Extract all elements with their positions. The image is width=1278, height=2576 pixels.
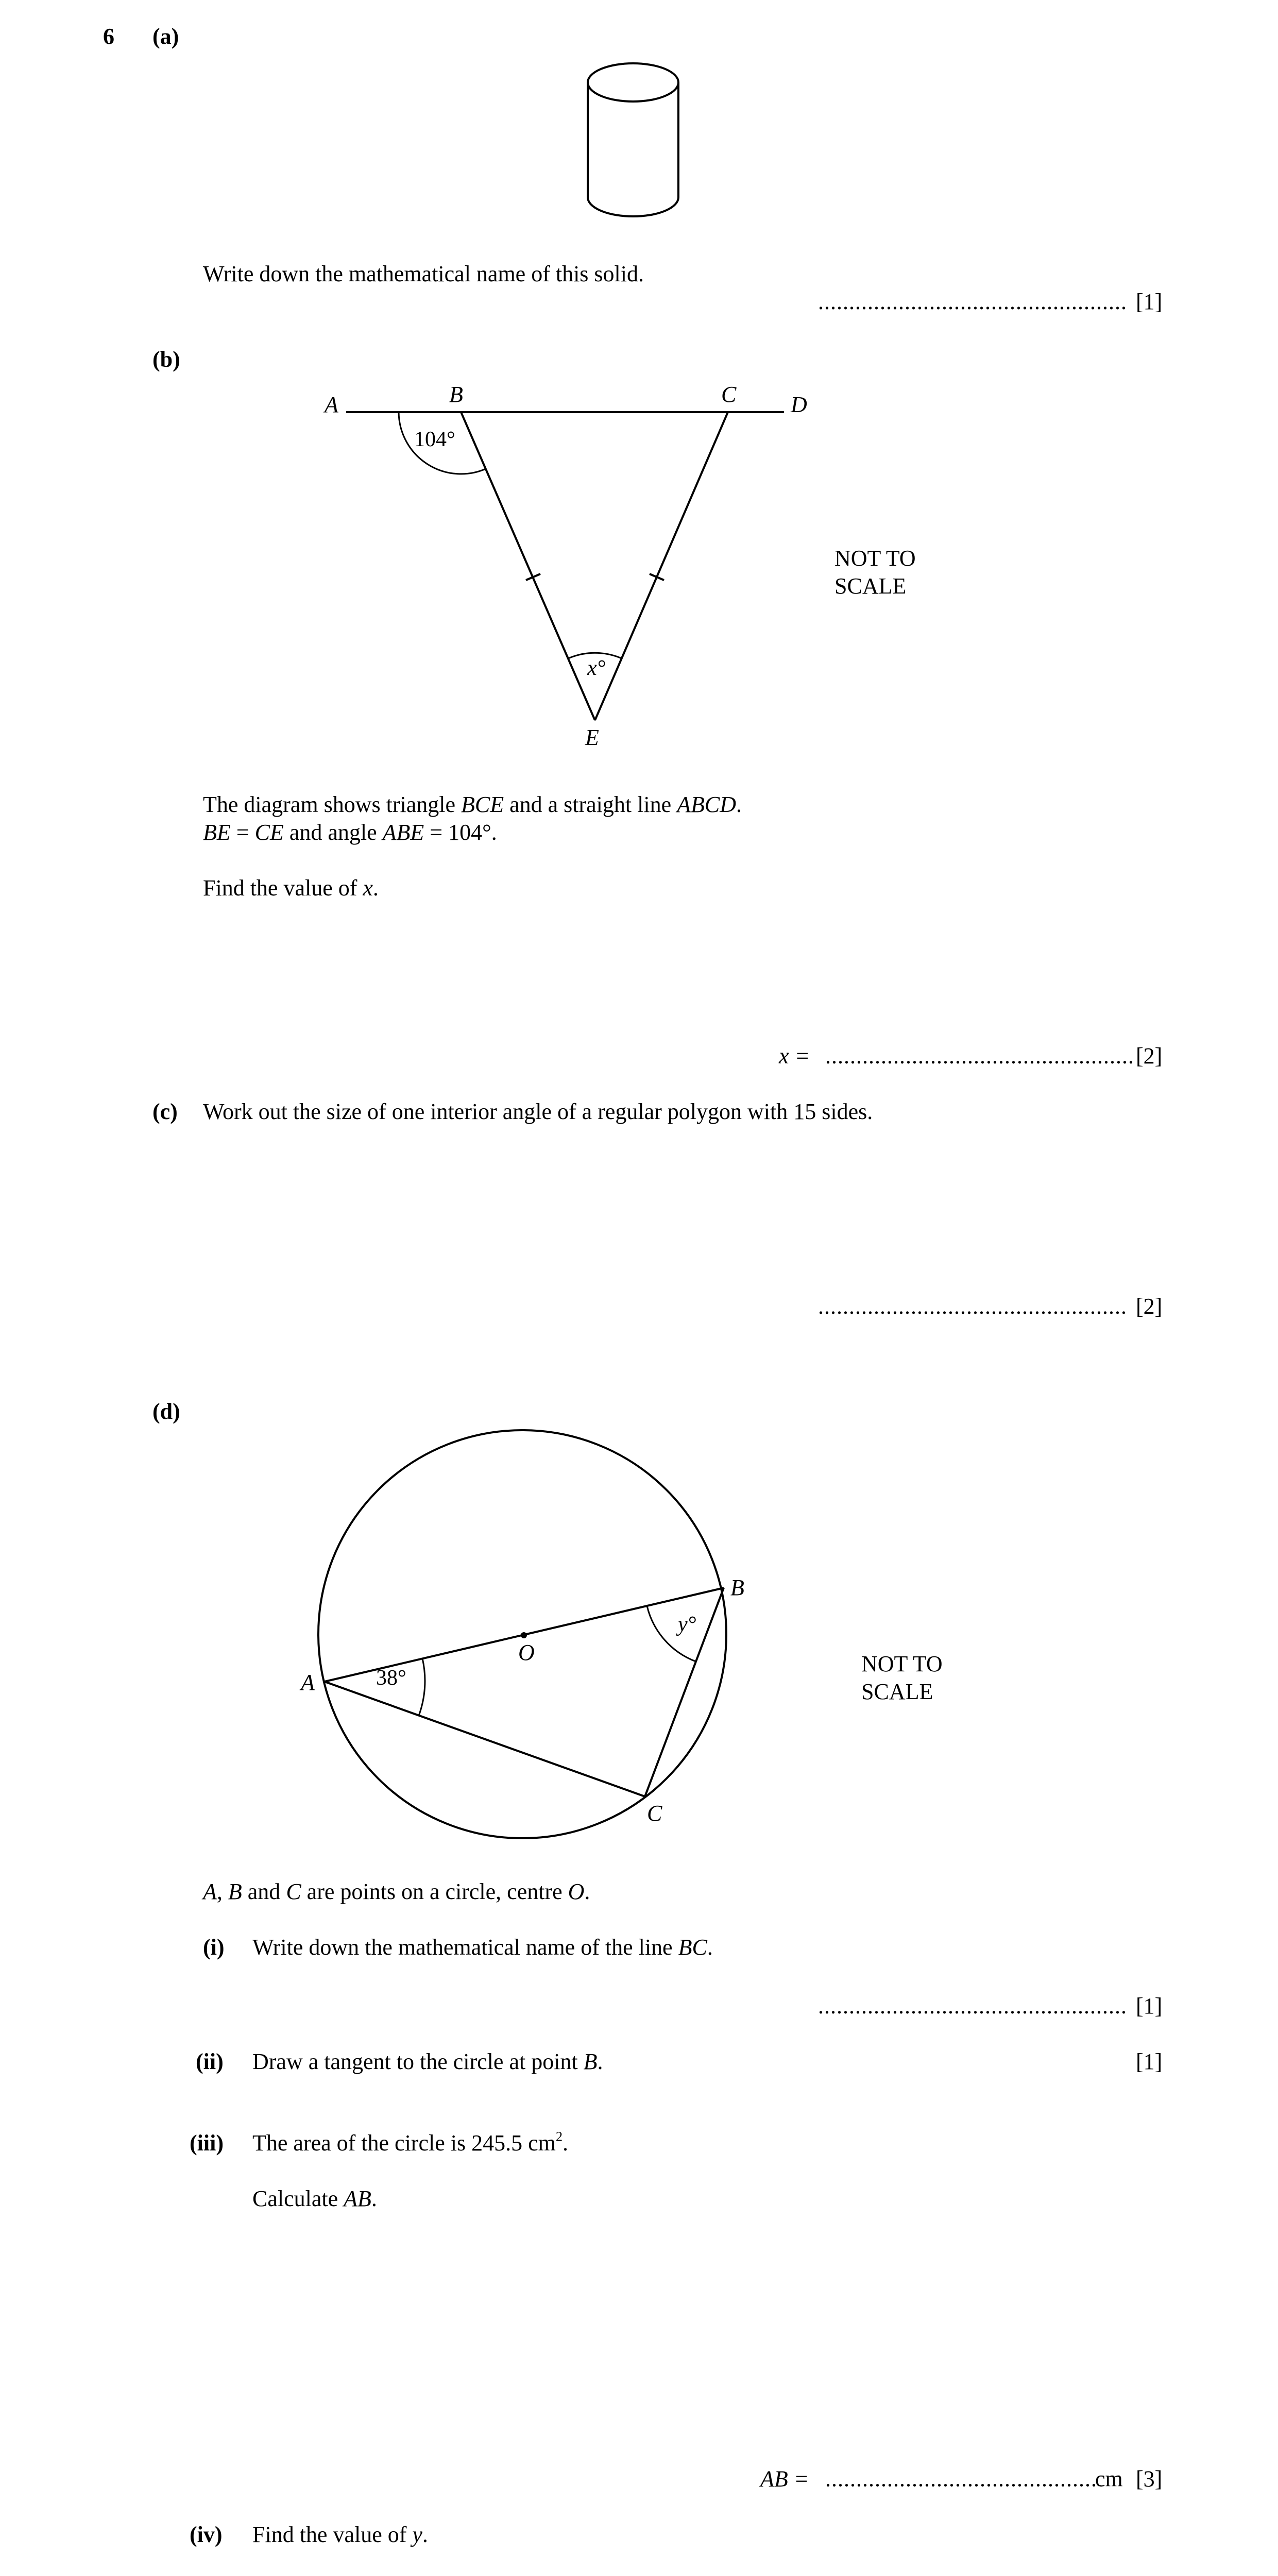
part-c-marks: [2] bbox=[1136, 1294, 1163, 1319]
point-c-label-d: C bbox=[647, 1801, 662, 1826]
part-d-iii-label: (iii) bbox=[190, 2130, 224, 2156]
part-d-iii-answer-line[interactable]: ............................................ bbox=[825, 2466, 1097, 2492]
point-a-label: A bbox=[325, 392, 338, 417]
part-b-not-to-scale-2: SCALE bbox=[834, 573, 907, 599]
part-d-not-to-scale-1: NOT TO bbox=[861, 1651, 943, 1676]
part-b-marks: [2] bbox=[1136, 1043, 1163, 1069]
angle-y-label: y° bbox=[678, 1613, 696, 1636]
part-b-not-to-scale-1: NOT TO bbox=[834, 546, 916, 571]
point-c-label: C bbox=[721, 382, 737, 407]
part-d-intro: A, B and C are points on a circle, centre O. bbox=[203, 1879, 590, 1904]
part-d-iv-prompt: Find the value of y. bbox=[252, 2522, 428, 2547]
question-number: 6 bbox=[103, 24, 114, 49]
point-d-label: D bbox=[791, 392, 807, 417]
part-d-i-prompt: Write down the mathematical name of the line BC. bbox=[252, 1935, 713, 1960]
point-b-label-d: B bbox=[730, 1575, 744, 1600]
centre-point bbox=[521, 1632, 527, 1638]
part-d-label: (d) bbox=[152, 1399, 180, 1424]
part-d-iii-prompt: The area of the circle is 245.5 $cm^2$. bbox=[252, 2128, 569, 2156]
part-d-iii-marks: [3] bbox=[1136, 2466, 1163, 2492]
part-a-answer-line[interactable]: .................................................. bbox=[818, 289, 1127, 314]
angle-x-label: x° bbox=[587, 656, 606, 680]
angle-38-label: 38° bbox=[376, 1666, 406, 1690]
point-b-label: B bbox=[449, 382, 463, 407]
part-a-marks: [1] bbox=[1136, 289, 1163, 314]
part-d-ii-label: (ii) bbox=[196, 2049, 224, 2074]
point-o-label: O bbox=[518, 1640, 535, 1665]
part-d-not-to-scale-2: SCALE bbox=[861, 1679, 933, 1704]
part-b-line1: The diagram shows triangle BCE and a straight line ABCD. bbox=[203, 792, 742, 817]
part-d-iii-calc: Calculate AB. bbox=[252, 2186, 377, 2211]
part-c-prompt: Work out the size of one interior angle of a regular polygon with 15 sides. bbox=[203, 1099, 873, 1124]
part-d-ii-prompt: Draw a tangent to the circle at point B. bbox=[252, 2049, 603, 2074]
part-d-iii-unit: cm bbox=[1095, 2466, 1123, 2492]
part-b-label: (b) bbox=[152, 347, 180, 372]
part-c-label: (c) bbox=[152, 1099, 178, 1124]
part-d-i-answer-line[interactable]: .................................................. bbox=[818, 1993, 1127, 2019]
part-d-iv-label: (iv) bbox=[190, 2522, 223, 2547]
part-d-i-marks: [1] bbox=[1136, 1993, 1163, 2019]
angle-104-label: 104° bbox=[414, 428, 455, 451]
part-d-iii-answer-var: AB = bbox=[760, 2466, 809, 2492]
part-b-answer-line[interactable]: .................................................. bbox=[825, 1043, 1134, 1069]
part-b-find: Find the value of x. bbox=[203, 875, 379, 901]
part-d-i-label: (i) bbox=[203, 1935, 225, 1960]
point-e-label: E bbox=[585, 725, 599, 750]
part-b-line2: BE = CE and angle ABE = 104°. bbox=[203, 820, 497, 845]
chord-ac bbox=[325, 1682, 645, 1797]
part-a-label: (a) bbox=[152, 24, 179, 49]
part-d-ii-marks: [1] bbox=[1136, 2049, 1163, 2074]
part-b-answer-var: x = bbox=[779, 1043, 810, 1069]
part-a-prompt: Write down the mathematical name of this solid. bbox=[203, 261, 644, 286]
point-a-label-d: A bbox=[301, 1670, 315, 1695]
arc-38 bbox=[419, 1658, 425, 1716]
part-c-answer-line[interactable]: .................................................. bbox=[818, 1294, 1127, 1319]
